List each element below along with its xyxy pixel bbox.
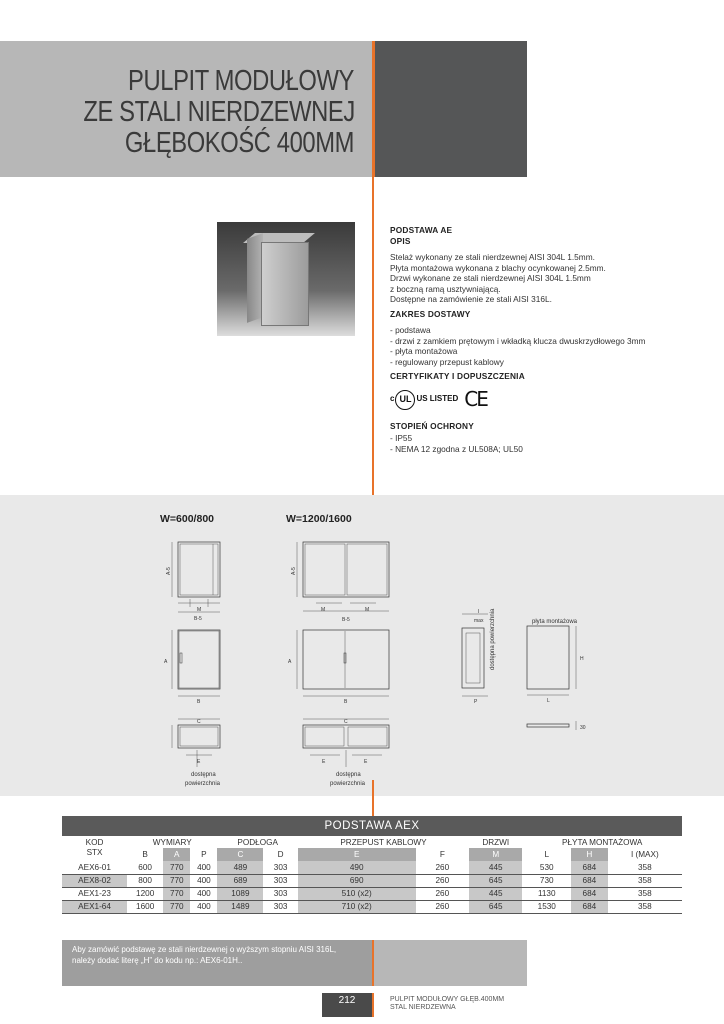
header-plyta: PŁYTA MONTAŻOWA [562,837,643,847]
col-a: A [163,848,190,861]
ochrona-item: - IP55 [390,433,413,443]
dim-p: P [474,699,478,705]
footer-line-2: STAL NIERDZEWNA [390,1004,456,1011]
side-view-large [297,630,389,696]
col-e: E [298,848,416,861]
plyta-label: płyta montażowa [532,619,578,625]
title-line-1: PULPIT MODUŁOWY [128,65,354,97]
note-accent-line [372,940,374,986]
product-photo [217,222,355,336]
front-view-large [297,542,389,611]
table-row: AEX1-23 1200 770 400 1089 303 510 (x2) 260 445 1130 684 358 [62,887,682,900]
dim-c-large: C [344,719,348,725]
header-podloga: PODŁOGA [237,837,278,847]
header-stx: STX [86,848,103,857]
ochrona-item: - NEMA 12 zgodna z UL508A; UL50 [390,443,523,454]
header-wymiary: WYMIARY [152,837,192,847]
page-number: 212 [322,993,372,1017]
ochrona-heading: STOPIEŃ OCHRONY [390,420,474,431]
cert-heading: CERTYFIKATY I DOPUSZCZENIA [390,371,525,381]
opis-line: z boczną ramą usztywniającą. [390,283,501,294]
footer-line-1: PULPIT MODUŁOWY GŁĘB.400MM [390,996,505,1003]
dostepna-vertical: dostępna powierzchnia [490,608,496,670]
opis-heading: OPIS [390,235,411,246]
dim-l: L [547,698,550,704]
dim-max: max [474,618,484,624]
dim-e-large-2: E [364,759,368,765]
dim-a5-small: A-5 [166,567,172,575]
ul-circle-icon: UL [395,390,415,410]
drawings-svg [0,495,724,796]
header-drzwi: DRZWI [482,837,510,847]
dim-a-large: A [288,659,292,665]
zakres-item: - płyta montażowa [390,346,458,356]
col-l: L [544,850,550,859]
col-p: P [201,850,207,859]
dim-h: H [580,656,584,662]
opis-line: Płyta montażowa wykonana z blachy ocynkowanej 2.5mm. [390,262,606,273]
accent-divider-lower [372,780,374,816]
dostepna-small-2: powierzchnia [185,781,221,787]
table-row: AEX1-64 1600 770 400 1489 303 710 (x2) 260 645 1530 684 358 [62,900,682,913]
dim-c-small: C [197,719,201,725]
spec-table [62,816,682,914]
drawing-label-large: W=1200/1600 [286,513,352,525]
ce-mark-logo: CE [464,387,487,412]
zakres-item: - drzwi z zamkiem prętowym i wkładką klucza dwuskrzydłowego 3mm [390,335,646,346]
title-line-2: ZE STALI NIERDZEWNEJ [83,96,355,128]
dostepna-large-1: dostępna [336,772,361,778]
ochrona-list [390,433,720,454]
description-column [390,225,720,454]
dim-i: I [478,609,480,615]
note-line-2: należy dodać literę „H” do kodu np.: AEX6-01H.. [72,956,243,965]
header-przepust: PRZEPUST KABLOWY [340,837,427,847]
zakres-item: - podstawa [390,325,431,335]
dim-m-large-2: M [365,607,370,613]
mounting-plate [527,626,576,730]
opis-line: Stelaż wykonany ze stali nierdzewnej AISI 304L 1.5mm. [390,252,595,262]
order-note [62,940,372,986]
col-d: D [277,850,284,859]
zakres-item: - regulowany przepust kablowy [390,356,504,367]
opis-line: Dostępne na zamówienie ze stali AISI 316L. [390,294,552,304]
dim-b-small: B [197,699,201,705]
title-line-3: GŁĘBOKOŚĆ 400MM [124,127,354,159]
dostepna-small-1: dostępna [191,772,216,778]
col-h: H [571,848,608,861]
col-c: C [217,848,263,861]
top-view-small [172,719,220,767]
table-title: PODSTAWA AEX [62,816,682,836]
dim-30: 30 [580,725,586,731]
section-view [462,614,488,696]
dostepna-large-2: powierzchnia [330,781,366,787]
front-view-small [172,542,220,612]
dim-b5-large: B-5 [342,617,350,623]
footer-accent-line [372,993,374,1017]
note-line-1: Aby zamówić podstawę ze stali nierdzewnej o wyższym stopniu AISI 316L, [72,945,337,954]
accent-divider [372,177,374,495]
dim-e-large-1: E [322,759,326,765]
product-heading: PODSTAWA AE [390,225,453,235]
header-dark-panel [375,41,527,177]
opis-text [390,252,720,305]
side-view-small [172,630,220,696]
header-kod: KOD [85,837,104,847]
drawing-label-small: W=600/800 [160,513,214,525]
dim-a-small: A [164,659,168,665]
dim-m-small: M [197,607,202,613]
zakres-heading: ZAKRES DOSTAWY [390,308,471,319]
dim-b5-small: B-5 [194,616,202,622]
footer-caption [390,996,504,1012]
zakres-list [390,325,720,367]
dim-e-small: E [197,759,201,765]
technical-drawings [0,495,724,796]
page-title [83,66,354,159]
col-f: F [439,850,445,859]
col-i-max: I (MAX) [630,850,659,859]
table-column-header [62,848,682,861]
ul-listed-logo: c UL US LISTED [390,390,458,410]
col-m: M [469,848,522,861]
dim-b-large: B [344,699,348,705]
top-view-large [303,719,389,767]
dim-m-large-1: M [321,607,326,613]
note-side-panel [372,940,527,986]
table-group-header [62,836,682,848]
dim-a5-large: A-5 [291,567,297,575]
table-row: AEX6-01 600 770 400 489 303 490 260 445 530 684 358 [62,861,682,874]
spec-table-grid [62,836,682,914]
cert-logos [390,387,720,413]
table-row: AEX8-02 800 770 400 689 303 690 260 645 730 684 358 [62,874,682,887]
col-b: B [142,850,148,859]
opis-line: Drzwi wykonane ze stali nierdzewnej AISI 304L 1.5mm [390,273,591,283]
